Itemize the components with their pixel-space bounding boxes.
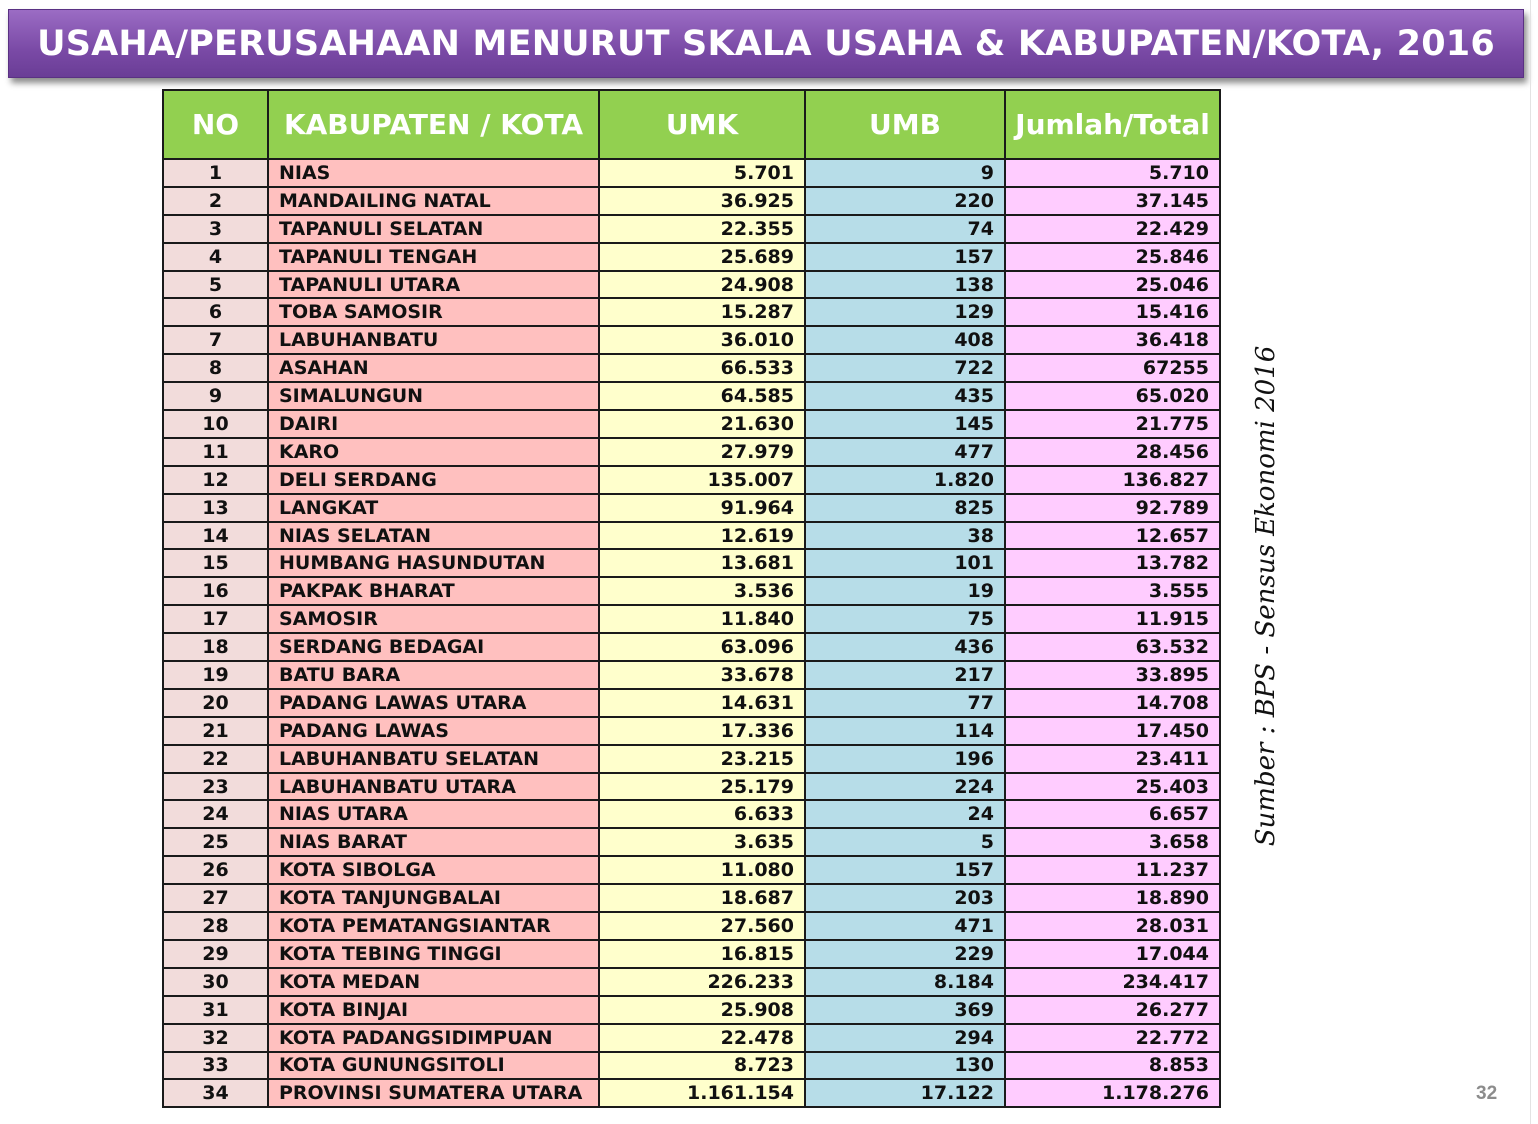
cell-umb: 294: [805, 1024, 1005, 1052]
title-banner: [8, 9, 1524, 78]
table-row: [163, 912, 1220, 940]
page-title: USAHA/PERUSAHAAN MENURUT SKALA USAHA & KABUPATEN/KOTA, 2016: [37, 23, 1495, 64]
cell-umk: 18.687: [599, 884, 805, 912]
cell-kabupaten-kota: HUMBANG HASUNDUTAN: [268, 549, 599, 577]
cell-kabupaten-kota: NIAS: [268, 159, 599, 187]
cell-no: 23: [163, 773, 268, 801]
cell-umk: 6.633: [599, 800, 805, 828]
table-row: [163, 856, 1220, 884]
cell-kabupaten-kota: ASAHAN: [268, 354, 599, 382]
table-row: [163, 884, 1220, 912]
table-row: [163, 968, 1220, 996]
data-table: [162, 89, 1221, 1108]
cell-total: 17.044: [1005, 940, 1220, 968]
table-row: [163, 438, 1220, 466]
cell-umb: 129: [805, 298, 1005, 326]
cell-total: 12.657: [1005, 522, 1220, 550]
table-row: [163, 996, 1220, 1024]
table-row: [163, 549, 1220, 577]
table-row: [163, 661, 1220, 689]
table-row: [163, 717, 1220, 745]
cell-total: 15.416: [1005, 298, 1220, 326]
header-umb: UMB: [805, 90, 1005, 159]
table-row: [163, 494, 1220, 522]
cell-umb: 19: [805, 577, 1005, 605]
cell-no: 17: [163, 605, 268, 633]
cell-total: 1.178.276: [1005, 1079, 1220, 1107]
cell-total: 13.782: [1005, 549, 1220, 577]
cell-umk: 3.536: [599, 577, 805, 605]
header-row: [163, 90, 1220, 159]
cell-total: 3.658: [1005, 828, 1220, 856]
cell-total: 25.846: [1005, 243, 1220, 271]
cell-no: 18: [163, 633, 268, 661]
cell-no: 34: [163, 1079, 268, 1107]
table-row: [163, 605, 1220, 633]
cell-total: 23.411: [1005, 745, 1220, 773]
cell-kabupaten-kota: TAPANULI UTARA: [268, 271, 599, 299]
cell-total: 67255: [1005, 354, 1220, 382]
cell-umk: 23.215: [599, 745, 805, 773]
cell-umk: 36.010: [599, 326, 805, 354]
cell-no: 11: [163, 438, 268, 466]
cell-umb: 157: [805, 856, 1005, 884]
cell-no: 25: [163, 828, 268, 856]
cell-no: 33: [163, 1052, 268, 1080]
cell-umb: 435: [805, 382, 1005, 410]
cell-umk: 11.080: [599, 856, 805, 884]
cell-kabupaten-kota: KOTA GUNUNGSITOLI: [268, 1052, 599, 1080]
cell-kabupaten-kota: SIMALUNGUN: [268, 382, 599, 410]
cell-no: 4: [163, 243, 268, 271]
cell-umk: 21.630: [599, 410, 805, 438]
cell-no: 2: [163, 187, 268, 215]
cell-kabupaten-kota: SAMOSIR: [268, 605, 599, 633]
cell-umb: 74: [805, 215, 1005, 243]
cell-umb: 1.820: [805, 466, 1005, 494]
cell-kabupaten-kota: DELI SERDANG: [268, 466, 599, 494]
cell-kabupaten-kota: KOTA TEBING TINGGI: [268, 940, 599, 968]
cell-umk: 15.287: [599, 298, 805, 326]
cell-umk: 17.336: [599, 717, 805, 745]
cell-umk: 36.925: [599, 187, 805, 215]
cell-no: 16: [163, 577, 268, 605]
cell-umb: 220: [805, 187, 1005, 215]
cell-umb: 408: [805, 326, 1005, 354]
cell-umk: 16.815: [599, 940, 805, 968]
header-kabupaten-kota: KABUPATEN / KOTA: [268, 90, 599, 159]
cell-umb: 217: [805, 661, 1005, 689]
cell-umk: 3.635: [599, 828, 805, 856]
cell-kabupaten-kota: LANGKAT: [268, 494, 599, 522]
cell-umk: 24.908: [599, 271, 805, 299]
source-note: Sumber : BPS - Sensus Ekonomi 2016: [1251, 345, 1281, 847]
cell-total: 136.827: [1005, 466, 1220, 494]
table-row: [163, 773, 1220, 801]
cell-umk: 33.678: [599, 661, 805, 689]
cell-total: 17.450: [1005, 717, 1220, 745]
header-no: NO: [163, 90, 268, 159]
cell-no: 3: [163, 215, 268, 243]
cell-no: 21: [163, 717, 268, 745]
cell-umb: 224: [805, 773, 1005, 801]
cell-umk: 14.631: [599, 689, 805, 717]
cell-kabupaten-kota: KOTA PADANGSIDIMPUAN: [268, 1024, 599, 1052]
table-row: [163, 522, 1220, 550]
cell-umb: 157: [805, 243, 1005, 271]
cell-umb: 38: [805, 522, 1005, 550]
cell-umk: 66.533: [599, 354, 805, 382]
cell-no: 28: [163, 912, 268, 940]
cell-kabupaten-kota: TOBA SAMOSIR: [268, 298, 599, 326]
cell-umk: 25.179: [599, 773, 805, 801]
cell-umb: 477: [805, 438, 1005, 466]
cell-umk: 11.840: [599, 605, 805, 633]
cell-umb: 145: [805, 410, 1005, 438]
cell-total: 5.710: [1005, 159, 1220, 187]
cell-total: 33.895: [1005, 661, 1220, 689]
cell-total: 37.145: [1005, 187, 1220, 215]
cell-kabupaten-kota: KOTA SIBOLGA: [268, 856, 599, 884]
cell-umk: 91.964: [599, 494, 805, 522]
cell-total: 21.775: [1005, 410, 1220, 438]
cell-total: 28.031: [1005, 912, 1220, 940]
cell-no: 26: [163, 856, 268, 884]
cell-kabupaten-kota: KOTA PEMATANGSIANTAR: [268, 912, 599, 940]
cell-kabupaten-kota: PAKPAK BHARAT: [268, 577, 599, 605]
cell-umb: 77: [805, 689, 1005, 717]
cell-umk: 63.096: [599, 633, 805, 661]
cell-no: 13: [163, 494, 268, 522]
cell-umk: 13.681: [599, 549, 805, 577]
cell-no: 14: [163, 522, 268, 550]
cell-kabupaten-kota: NIAS SELATAN: [268, 522, 599, 550]
table-row: [163, 354, 1220, 382]
cell-umk: 22.478: [599, 1024, 805, 1052]
cell-no: 7: [163, 326, 268, 354]
cell-kabupaten-kota: KARO: [268, 438, 599, 466]
cell-total: 26.277: [1005, 996, 1220, 1024]
cell-umb: 229: [805, 940, 1005, 968]
cell-no: 31: [163, 996, 268, 1024]
cell-no: 6: [163, 298, 268, 326]
cell-umk: 27.979: [599, 438, 805, 466]
cell-no: 15: [163, 549, 268, 577]
cell-umk: 135.007: [599, 466, 805, 494]
cell-umb: 471: [805, 912, 1005, 940]
cell-umb: 17.122: [805, 1079, 1005, 1107]
cell-umk: 1.161.154: [599, 1079, 805, 1107]
table-row: [163, 1079, 1220, 1107]
cell-no: 20: [163, 689, 268, 717]
cell-total: 92.789: [1005, 494, 1220, 522]
cell-total: 6.657: [1005, 800, 1220, 828]
cell-umb: 114: [805, 717, 1005, 745]
table-row: [163, 689, 1220, 717]
table-row: [163, 215, 1220, 243]
cell-umb: 825: [805, 494, 1005, 522]
cell-no: 24: [163, 800, 268, 828]
cell-no: 8: [163, 354, 268, 382]
table-row: [163, 745, 1220, 773]
cell-kabupaten-kota: LABUHANBATU UTARA: [268, 773, 599, 801]
cell-total: 8.853: [1005, 1052, 1220, 1080]
cell-umk: 8.723: [599, 1052, 805, 1080]
cell-no: 22: [163, 745, 268, 773]
cell-umk: 64.585: [599, 382, 805, 410]
cell-no: 10: [163, 410, 268, 438]
cell-kabupaten-kota: DAIRI: [268, 410, 599, 438]
cell-umk: 27.560: [599, 912, 805, 940]
cell-umb: 138: [805, 271, 1005, 299]
cell-total: 36.418: [1005, 326, 1220, 354]
cell-umk: 5.701: [599, 159, 805, 187]
table-row: [163, 1052, 1220, 1080]
cell-total: 25.046: [1005, 271, 1220, 299]
cell-kabupaten-kota: NIAS UTARA: [268, 800, 599, 828]
cell-umk: 25.908: [599, 996, 805, 1024]
header-umk: UMK: [599, 90, 805, 159]
cell-umb: 8.184: [805, 968, 1005, 996]
cell-total: 22.429: [1005, 215, 1220, 243]
table-row: [163, 382, 1220, 410]
cell-umb: 101: [805, 549, 1005, 577]
table-row: [163, 326, 1220, 354]
cell-kabupaten-kota: PADANG LAWAS: [268, 717, 599, 745]
table-row: [163, 1024, 1220, 1052]
cell-kabupaten-kota: KOTA TANJUNGBALAI: [268, 884, 599, 912]
cell-total: 3.555: [1005, 577, 1220, 605]
cell-no: 9: [163, 382, 268, 410]
cell-total: 11.915: [1005, 605, 1220, 633]
cell-umk: 12.619: [599, 522, 805, 550]
cell-kabupaten-kota: KOTA MEDAN: [268, 968, 599, 996]
cell-kabupaten-kota: PROVINSI SUMATERA UTARA: [268, 1079, 599, 1107]
cell-no: 30: [163, 968, 268, 996]
table-row: [163, 410, 1220, 438]
table-row: [163, 298, 1220, 326]
cell-no: 5: [163, 271, 268, 299]
cell-umb: 130: [805, 1052, 1005, 1080]
cell-no: 29: [163, 940, 268, 968]
table-row: [163, 633, 1220, 661]
cell-umb: 722: [805, 354, 1005, 382]
header-total: Jumlah/Total: [1005, 90, 1220, 159]
cell-no: 27: [163, 884, 268, 912]
cell-umb: 9: [805, 159, 1005, 187]
cell-no: 1: [163, 159, 268, 187]
cell-umk: 25.689: [599, 243, 805, 271]
cell-kabupaten-kota: SERDANG BEDAGAI: [268, 633, 599, 661]
cell-total: 14.708: [1005, 689, 1220, 717]
cell-total: 18.890: [1005, 884, 1220, 912]
table-row: [163, 466, 1220, 494]
slide-edge-divider: [1530, 0, 1531, 1124]
cell-total: 25.403: [1005, 773, 1220, 801]
cell-no: 32: [163, 1024, 268, 1052]
table-row: [163, 577, 1220, 605]
cell-kabupaten-kota: TAPANULI TENGAH: [268, 243, 599, 271]
page-number: 32: [1476, 1083, 1498, 1104]
cell-total: 22.772: [1005, 1024, 1220, 1052]
table-row: [163, 159, 1220, 187]
table-row: [163, 271, 1220, 299]
cell-umb: 196: [805, 745, 1005, 773]
cell-kabupaten-kota: PADANG LAWAS UTARA: [268, 689, 599, 717]
cell-total: 28.456: [1005, 438, 1220, 466]
cell-total: 63.532: [1005, 633, 1220, 661]
cell-umb: 24: [805, 800, 1005, 828]
cell-kabupaten-kota: TAPANULI SELATAN: [268, 215, 599, 243]
cell-umb: 369: [805, 996, 1005, 1024]
table-row: [163, 828, 1220, 856]
cell-kabupaten-kota: BATU BARA: [268, 661, 599, 689]
cell-kabupaten-kota: LABUHANBATU: [268, 326, 599, 354]
cell-umk: 22.355: [599, 215, 805, 243]
cell-kabupaten-kota: NIAS BARAT: [268, 828, 599, 856]
table-row: [163, 187, 1220, 215]
cell-kabupaten-kota: KOTA BINJAI: [268, 996, 599, 1024]
cell-kabupaten-kota: LABUHANBATU SELATAN: [268, 745, 599, 773]
table-row: [163, 800, 1220, 828]
table-row: [163, 940, 1220, 968]
cell-umb: 5: [805, 828, 1005, 856]
table-row: [163, 243, 1220, 271]
cell-no: 19: [163, 661, 268, 689]
cell-total: 11.237: [1005, 856, 1220, 884]
cell-total: 234.417: [1005, 968, 1220, 996]
cell-umk: 226.233: [599, 968, 805, 996]
cell-umb: 75: [805, 605, 1005, 633]
table-body: [163, 159, 1220, 1107]
cell-total: 65.020: [1005, 382, 1220, 410]
cell-no: 12: [163, 466, 268, 494]
cell-kabupaten-kota: MANDAILING NATAL: [268, 187, 599, 215]
cell-umb: 203: [805, 884, 1005, 912]
cell-umb: 436: [805, 633, 1005, 661]
